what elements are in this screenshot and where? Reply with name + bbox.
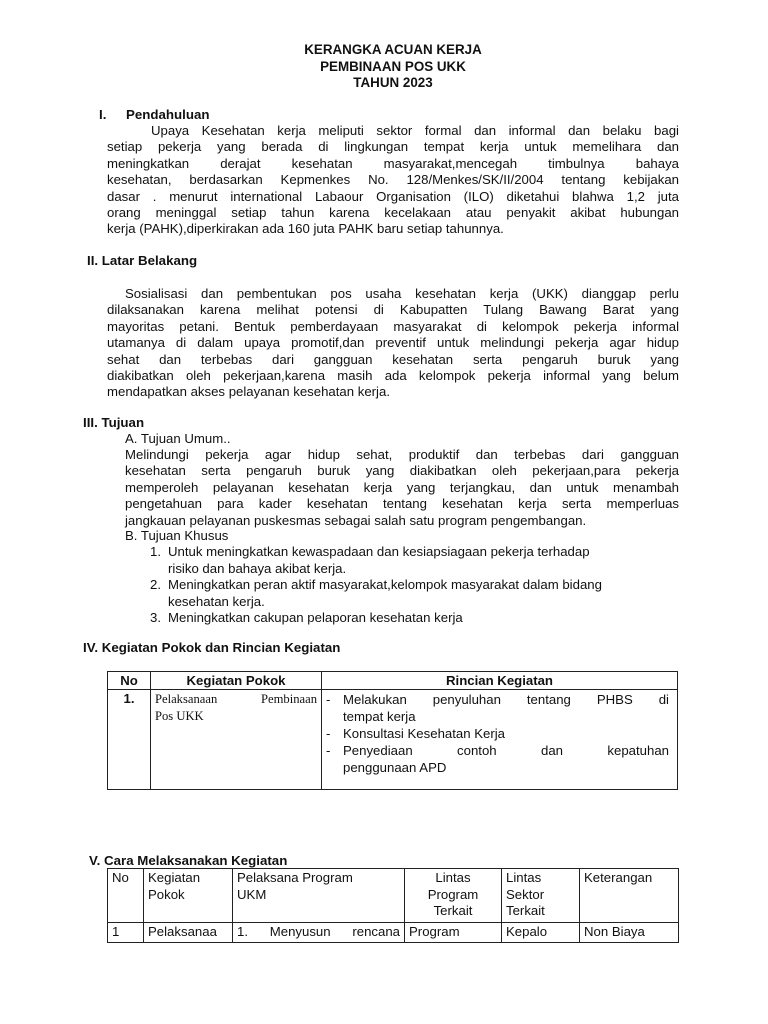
section-4-heading: IV. Kegiatan Pokok dan Rincian Kegiatan [83,640,341,655]
body-line: meningkatkan derajat kesehatan masyarakat,mencegah timbulnya bahaya [107,155,679,171]
item-line: Konsultasi Kesehatan Kerja [343,726,506,741]
cell-no: 1 [108,923,144,943]
kegiatan-table [107,671,678,790]
list-number: 2. [150,577,161,592]
cell-pelaksana: 1. Menyusun rencana [233,923,405,943]
header-lintas-sektor [502,869,580,923]
dash-bullet: - [326,743,331,758]
header-kegiatan-pokok: Kegiatan Pokok [151,672,322,690]
cell-rincian [322,690,678,790]
body-line: orang meninggal setiap tahun karena kecelakaan atau penyakit akibat hubungan [107,205,679,221]
table-row [108,690,678,790]
list-item [150,610,680,627]
item-line: Melakukan penyuluhan tentang PHBS di [343,692,669,707]
body-line: setiap pekerja yang berada di lingkungan tempat kerja untuk memelihara dan [107,139,679,155]
table-header-row [108,869,679,923]
header-line: Lintas [506,870,542,885]
body-line: Sosialisasi dan pembentukan pos usaha kesehatan kerja (UKK) dianggap perlu [125,286,679,301]
body-line: pengetahuan para kader kesehatan tentang kesehatan kerja serta memperluas [125,496,679,512]
body-line: dilaksanakan karena melihat potensi di Kabupatten Tulang Bawang Barat yang [107,302,679,318]
header-line: Kegiatan [148,870,201,885]
pelaksanaan-table [107,868,679,943]
cell-kegiatan-pokok [151,690,322,790]
body-line: diakibatkan oleh pekerjaan,karena masih ada kelompok pekerja informal yang belum [107,368,679,384]
cell-no: 1. [108,690,151,790]
section-1-body [107,123,679,238]
body-line: mayoritas petani. Bentuk pemberdayaan masyarakat di kelompok pekerja informal [107,318,679,334]
cell-kegiatan: Pelaksanaa [144,923,233,943]
list-item [150,577,680,610]
header-keterangan: Keterangan [580,869,679,923]
list-number: 1. [150,544,161,559]
header-line: Terkait [506,903,545,918]
body-line: kesehatan serta pengaruh buruk yang diakibatkan oleh pekerjaan,para pekerja [125,463,679,479]
body-line: mendapatkan akses pelayanan kesehatan kerja. [107,384,390,400]
list-text: Meningkatkan cakupan pelaporan kesehatan kerja [168,610,463,625]
header-line: Terkait [433,903,473,918]
document-title [0,42,768,92]
body-line: utamanya di dalam upaya promotif,dan preventif untuk melindungi pekerja agar hidup [107,335,679,351]
dash-bullet: - [326,726,331,741]
header-line: Sektor [506,886,545,902]
tujuan-umum-label: A. Tujuan Umum.. [125,431,231,446]
tujuan-umum-body [125,447,679,529]
body-line: Upaya Kesehatan kerja meliputi sektor formal dan informal dan belaku bagi [151,123,679,138]
title-line-3: TAHUN 2023 [353,75,433,90]
section-1-heading: Pendahuluan [126,107,210,122]
section-5-heading: V. Cara Melaksanakan Kegiatan [89,853,288,868]
tujuan-khusus-list [150,544,680,627]
header-line: Program [427,886,479,902]
section-1-number: I. [99,107,107,122]
header-line: Pelaksana Program [237,870,353,885]
section-2-heading: II. Latar Belakang [87,253,198,268]
cell-line: Pelaksanaan Pembinaan [155,692,317,706]
body-line: sehat dan terbebas dari gangguan kesehatan serta pengaruh buruk yang [107,351,679,367]
header-line: UKM [237,886,267,902]
section-3-heading: III. Tujuan [83,415,145,430]
title-line-2: PEMBINAAN POS UKK [320,58,466,74]
list-text: Meningkatkan peran aktif masyarakat,kelompok masyarakat dalam bidang [168,577,602,592]
header-rincian-kegiatan: Rincian Kegiatan [322,672,678,690]
body-line: jangkauan pelayanan puskesmas sebagai salah satu program pengembangan. [125,512,587,528]
table-row [108,923,679,943]
body-line: memperoleh pelayanan kesehatan kerja yang terjangkau, dan untuk menambah [125,479,679,495]
item-line: Penyediaan contoh dan kepatuhan [343,743,669,758]
header-line: Lintas [435,870,471,885]
header-lintas-program [405,869,502,923]
cell-keterangan: Non Biaya [580,923,679,943]
body-line: kerja (PAHK),diperkirakan ada 160 juta PAHK baru setiap tahunnya. [107,221,504,237]
tujuan-khusus-label: B. Tujuan Khusus [125,528,229,543]
list-text: Untuk meningkatkan kewaspadaan dan kesiapsiagaan pekerja terhadap [168,544,590,559]
section-2-body [107,286,679,401]
list-text-cont: risiko dan bahaya akibat kerja. [168,560,347,576]
list-item [326,725,669,742]
item-line: penggunaan APD [343,760,447,775]
header-kegiatan-pokok [144,869,233,923]
title-line-1: KERANGKA ACUAN KERJA [304,42,482,57]
list-item [326,691,669,725]
dash-bullet: - [326,692,331,707]
table-header-row [108,672,678,690]
header-no: No [108,672,151,690]
header-line: Pokok [148,886,185,902]
list-item [150,544,680,577]
body-line: dasar . menurut international Labaour Organisation (ILO) diketahui blahwa 1,2 juta [107,188,679,204]
list-text-cont: kesehatan kerja. [168,593,265,609]
cell-lintas-program: Program [405,923,502,943]
body-line: kesehatan, berdasarkan Kepmenkes No. 128/Menkes/SK/II/2004 tentang kebijakan [107,172,679,188]
item-line: tempat kerja [343,709,416,724]
header-pelaksana [233,869,405,923]
cell-line: Pos UKK [155,709,204,723]
body-line: Melindungi pekerja agar hidup sehat, produktif dan terbebas dari gangguan [125,447,679,462]
list-number: 3. [150,610,161,625]
header-no: No [108,869,144,923]
cell-lintas-sektor: Kepalo [502,923,580,943]
list-item [326,742,669,776]
